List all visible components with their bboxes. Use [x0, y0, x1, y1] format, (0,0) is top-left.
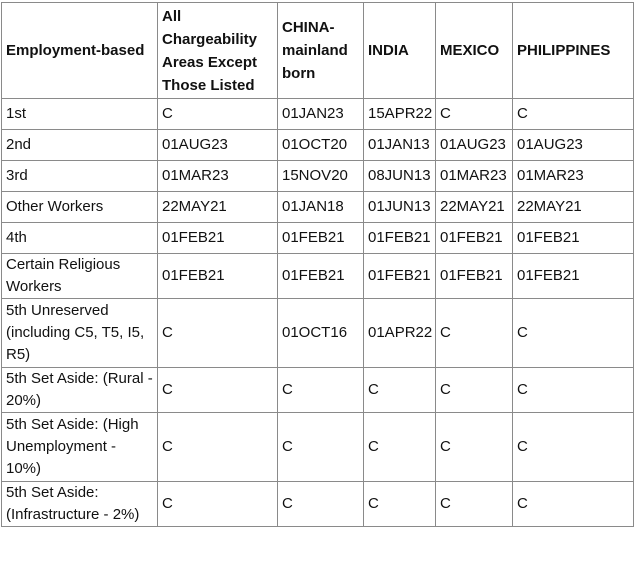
table-row [2, 223, 634, 254]
table-cell: 01FEB21 [436, 254, 513, 299]
row-category: 1st [2, 99, 158, 130]
table-cell: 01FEB21 [513, 223, 634, 254]
table-cell: 01FEB21 [158, 254, 278, 299]
row-category: 2nd [2, 130, 158, 161]
row-category: Certain Religious Workers [2, 254, 158, 299]
table-cell: C [158, 413, 278, 482]
table-cell: C [278, 368, 364, 413]
table-cell: 01AUG23 [436, 130, 513, 161]
table-cell: C [436, 413, 513, 482]
table-cell: C [158, 368, 278, 413]
table-cell: C [436, 482, 513, 527]
header-employment-based: Employment-based [2, 3, 158, 99]
table-cell: 01AUG23 [513, 130, 634, 161]
table-cell: 01AUG23 [158, 130, 278, 161]
row-category: 4th [2, 223, 158, 254]
table-cell: 01FEB21 [436, 223, 513, 254]
table-cell: C [513, 299, 634, 368]
table-cell: 01JUN13 [364, 192, 436, 223]
table-cell: C [436, 99, 513, 130]
table-cell: 22MAY21 [513, 192, 634, 223]
header-china: CHINA-mainland born [278, 3, 364, 99]
row-category: Other Workers [2, 192, 158, 223]
table-cell: C [158, 299, 278, 368]
header-row [2, 3, 634, 99]
table-row [2, 161, 634, 192]
table-cell: 01FEB21 [364, 254, 436, 299]
table-cell: 01FEB21 [513, 254, 634, 299]
row-category: 5th Unreserved (including C5, T5, I5, R5) [2, 299, 158, 368]
table-cell: 22MAY21 [436, 192, 513, 223]
table-cell: C [436, 368, 513, 413]
table-cell: 01APR22 [364, 299, 436, 368]
header-mexico: MEXICO [436, 3, 513, 99]
table-cell: 01JAN18 [278, 192, 364, 223]
table-cell: C [364, 413, 436, 482]
table-cell: 01JAN23 [278, 99, 364, 130]
table-cell: 22MAY21 [158, 192, 278, 223]
table-cell: 08JUN13 [364, 161, 436, 192]
table-cell: C [513, 482, 634, 527]
table-cell: C [513, 368, 634, 413]
table-cell: 15APR22 [364, 99, 436, 130]
row-category: 5th Set Aside: (High Unemployment - 10%) [2, 413, 158, 482]
table-row [2, 482, 634, 527]
table-row [2, 130, 634, 161]
table-cell: 01FEB21 [158, 223, 278, 254]
table-cell: 01JAN13 [364, 130, 436, 161]
row-category: 5th Set Aside: (Rural - 20%) [2, 368, 158, 413]
header-philippines: PHILIPPINES [513, 3, 634, 99]
row-category: 5th Set Aside: (Infrastructure - 2%) [2, 482, 158, 527]
table-row [2, 413, 634, 482]
table-cell: 01OCT20 [278, 130, 364, 161]
table-cell: C [364, 368, 436, 413]
visa-bulletin-table [1, 2, 634, 527]
table-cell: 01FEB21 [278, 223, 364, 254]
table-row [2, 299, 634, 368]
table-cell: C [278, 413, 364, 482]
table-cell: 01MAR23 [436, 161, 513, 192]
table-cell: 01FEB21 [278, 254, 364, 299]
table-row [2, 192, 634, 223]
header-india: INDIA [364, 3, 436, 99]
table-cell: C [158, 482, 278, 527]
table-row [2, 254, 634, 299]
table-cell: C [436, 299, 513, 368]
table-cell: 15NOV20 [278, 161, 364, 192]
table-row [2, 368, 634, 413]
table-cell: C [364, 482, 436, 527]
row-category: 3rd [2, 161, 158, 192]
table-cell: C [513, 99, 634, 130]
table-cell: C [513, 413, 634, 482]
table-cell: 01FEB21 [364, 223, 436, 254]
table-cell: 01OCT16 [278, 299, 364, 368]
table-cell: C [158, 99, 278, 130]
table-cell: 01MAR23 [158, 161, 278, 192]
table-row [2, 99, 634, 130]
table-cell: C [278, 482, 364, 527]
header-all-chargeability: All Chargeability Areas Except Those Listed [158, 3, 278, 99]
table-cell: 01MAR23 [513, 161, 634, 192]
